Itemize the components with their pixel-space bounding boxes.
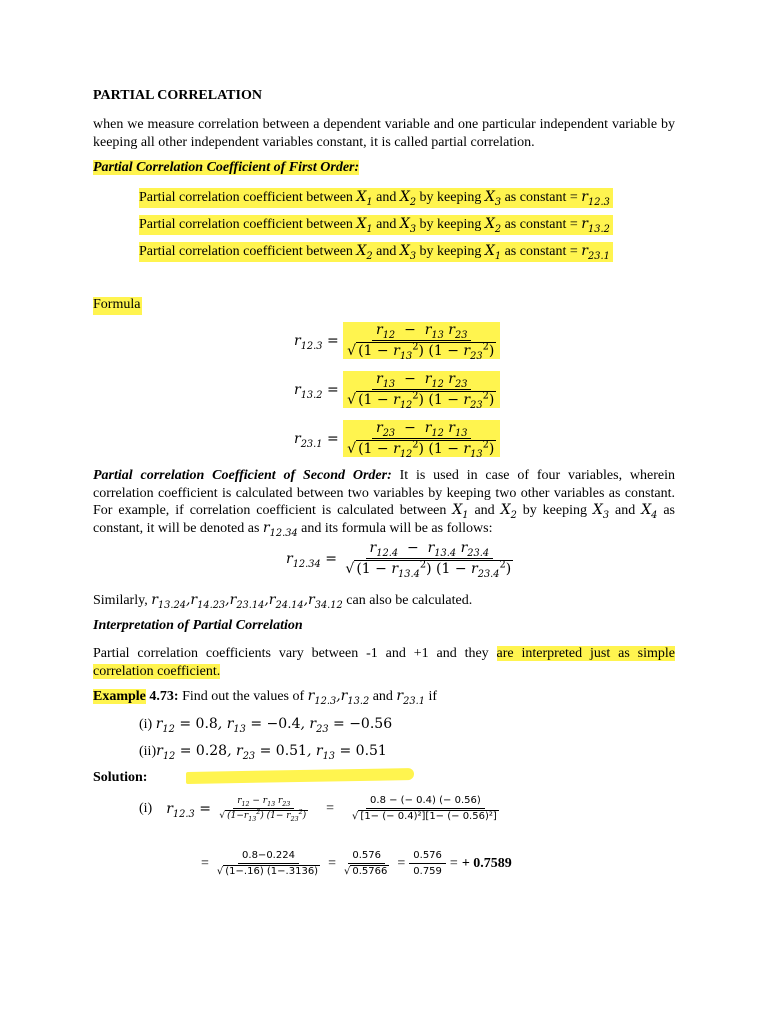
var-b: $X_3$	[399, 216, 417, 235]
formula-lhs: $r_{12.3}$ =	[294, 332, 339, 352]
and-word: and	[376, 244, 397, 259]
solution-label: Solution:	[93, 770, 148, 785]
solution-fraction-2: $\frac{0.8-0.224}{√ (1-.16) (1-.3136)}$	[216, 850, 319, 877]
symbol-r: $r_{12.3}$	[581, 189, 610, 208]
solution-result: + 0.7589	[461, 855, 512, 871]
symbol-r12-34: $r_{12.34}$	[262, 519, 298, 539]
interpretation-title: Interpretation of Partial Correlation	[93, 618, 303, 633]
var-b: $X_2$	[399, 189, 417, 208]
second-order-text-2: and	[468, 503, 501, 518]
solution-step-2: = $\frac{0.8-0.224}{√ (1-.16) (1-.3136)}$ = $\frac{0.576}{√ 0.5766}$ = $\frac{0.576}{0.759}$ = + 0.7589	[201, 850, 512, 877]
example-number: 4.73:	[145, 689, 179, 704]
intro-paragraph: when we measure correlation between a dependent variable and one particular independent variable by keeping all other independent variables constant, it is called partial correlation.	[93, 117, 675, 150]
case-2-label: (ii)	[139, 744, 157, 759]
var-x4: $X_4$	[641, 502, 658, 521]
formula-12-3	[294, 322, 500, 362]
second-order-text-3: by keeping	[516, 503, 593, 518]
formula-13-2	[294, 371, 500, 411]
page-title: PARTIAL CORRELATION	[93, 88, 262, 103]
and-word: and	[376, 190, 397, 205]
var-a: $X_2$	[356, 243, 373, 262]
var-x3: $X_3$	[592, 502, 610, 521]
second-order-text-4: and	[609, 503, 642, 518]
by-keeping: by keeping	[419, 244, 482, 259]
first-order-item-prefix: Partial correlation coefficient between	[139, 244, 357, 259]
similarly-list: $r_{13.24},r_{14.23},r_{23.14},r_{24.14},r_{34.12}$	[151, 592, 343, 611]
symbol-r: $r_{13.2}$	[581, 216, 610, 235]
formula-fraction: $\frac{r_{12.4} - r_{13.4} r_{23.4}}{√ (1 - r_{13.4}^2) (1 - r_{23.4}^2)}$	[345, 540, 512, 580]
similarly-line	[93, 592, 472, 609]
var-c: $X_1$	[484, 243, 502, 262]
solution-lhs: $r_{12.3}$ =	[166, 800, 211, 820]
by-keeping: by keeping	[419, 217, 482, 232]
formula-fraction: $\frac{r_{23} - r_{12} r_{13}}{√ (1 - r_{12}^2) (1 - r_{13}^2)}$	[343, 420, 500, 457]
first-order-item	[139, 216, 613, 233]
var-c: $X_2$	[484, 216, 502, 235]
solution-step-1: (i) $r_{12.3}$ = $\frac{r_{12} - r_{13} r_{23}}{√ (1-r_{13}^2) (1- r_{23}^2)}$ = $\frac{0.8 - (- 0.4) (- 0.56)}{\text{√ [1− (− 0.4)²][1− (− 0.56)²]}}$	[139, 795, 503, 822]
as-constant: as constant =	[504, 190, 578, 205]
interpretation-text: Partial correlation coefficients vary between -1 and +1 and they	[93, 646, 497, 661]
formula-label: Formula	[93, 297, 142, 315]
case-1-values: $r_{12} = 0.8$, $r_{13} = -0.4$, $r_{23} = -0.56$	[155, 716, 393, 735]
second-order-text-1: It is used in case of four variables, wherein correlation coefficient is calculated between two variables by keeping two other variables as constant. For example, if correlation coefficient is calculated between	[93, 468, 676, 518]
solution-case-label: (i)	[139, 800, 153, 816]
example-label: Example	[93, 689, 146, 704]
second-order-formula	[286, 540, 517, 580]
highlight-marker	[186, 768, 414, 784]
case-2-values: $r_{12} = 0.28$, $r_{23} = 0.51$, $r_{13} = 0.51$	[156, 743, 387, 762]
solution-fraction-3: $\frac{0.576}{√ 0.5766}$	[344, 850, 388, 877]
var-c: $X_3$	[484, 189, 502, 208]
example-if: if	[424, 689, 437, 704]
example-and: and	[369, 689, 397, 704]
symbol-r: $r_{23.1}$	[581, 243, 610, 262]
formula-fraction: $\frac{r_{13} - r_{12} r_{23}}{√ (1 - r_{12}^2) (1 - r_{23}^2)}$	[343, 371, 500, 408]
second-order-text-5: as constant, it will be denoted as	[93, 503, 675, 536]
solution-substituted-fraction: $\frac{0.8 - (- 0.4) (- 0.56)}{\text{√ [1− (− 0.4)²][1− (− 0.56)²]}}$	[352, 795, 497, 822]
solution-fraction-4: $\frac{0.576}{0.759}$	[409, 850, 446, 877]
first-order-item-text	[139, 242, 613, 262]
var-a: $X_1$	[356, 216, 373, 235]
formula-fraction: $\frac{r_{12} - r_{13} r_{23}}{√ (1 - r_{13}^2) (1 - r_{23}^2)}$	[343, 322, 500, 359]
second-order-title: Partial correlation Coefficient of Second Order:	[93, 468, 392, 483]
interpretation-highlight: are interpreted just as simple correlation coefficient.	[93, 646, 675, 679]
var-x1: $X_1$	[452, 502, 469, 521]
first-order-item-text	[139, 215, 613, 235]
as-constant: as constant =	[504, 217, 578, 232]
first-order-title	[93, 160, 359, 176]
similarly-pre: Similarly,	[93, 593, 152, 608]
example-case-2	[139, 743, 387, 760]
var-x2: $X_2$	[500, 502, 517, 521]
first-order-title-text: Partial Correlation Coefficient of First Order:	[93, 160, 360, 175]
solution-general-fraction: $\frac{r_{12} - r_{13} r_{23}}{√ (1-r_{13}^2) (1- r_{23}^2)}$	[219, 796, 307, 823]
as-constant: as constant =	[504, 244, 578, 259]
symbol-r23-1: $r_{23.1}$	[396, 688, 425, 707]
symbol-r13-2: $r_{13.2}$	[340, 688, 370, 707]
by-keeping: by keeping	[419, 190, 482, 205]
and-word: and	[376, 217, 397, 232]
second-order-paragraph	[93, 467, 675, 537]
interpretation-paragraph	[93, 645, 675, 680]
first-order-item-prefix: Partial correlation coefficient between	[139, 190, 357, 205]
var-b: $X_3$	[399, 243, 417, 262]
formula-lhs: $r_{12.34}$ =	[286, 550, 337, 570]
first-order-item	[139, 189, 613, 206]
case-1-label: (i)	[139, 717, 153, 732]
symbol-r12-3: $r_{12.3}$,	[307, 688, 341, 707]
formula-lhs: $r_{23.1}$ =	[294, 430, 339, 450]
example-text: Find out the values of	[178, 689, 308, 704]
example-line	[93, 688, 437, 705]
var-a: $X_1$	[356, 189, 373, 208]
first-order-item-prefix: Partial correlation coefficient between	[139, 217, 357, 232]
example-case-1	[139, 716, 392, 733]
first-order-item	[139, 243, 613, 260]
formula-lhs: $r_{13.2}$ =	[294, 381, 339, 401]
second-order-text-6: and its formula will be as follows:	[297, 520, 493, 536]
similarly-post: can also be calculated.	[342, 593, 473, 608]
first-order-item-text	[139, 188, 613, 208]
formula-23-1	[294, 420, 500, 460]
